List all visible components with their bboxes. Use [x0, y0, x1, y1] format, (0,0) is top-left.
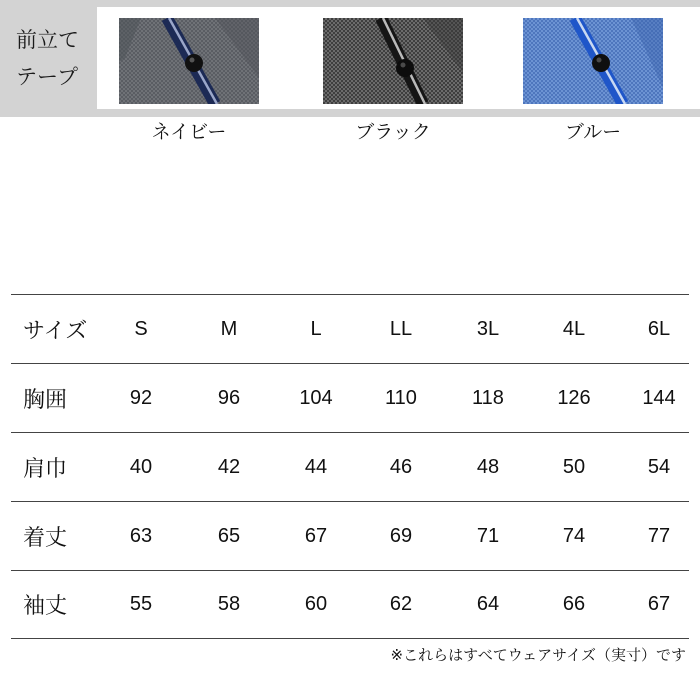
table-cell: 144: [642, 386, 676, 409]
swatch-name-blue: ブルー: [564, 121, 622, 143]
table-cell: 65: [217, 524, 241, 547]
table-cell: 67: [304, 524, 328, 547]
table-row-length: [11, 501, 689, 570]
swatch-panel: [97, 7, 700, 109]
table-cell: 50: [562, 455, 586, 478]
table-row-sleeve: [11, 570, 689, 639]
table-cell: 55: [129, 593, 153, 615]
row-label: 袖丈: [23, 594, 68, 619]
table-cell: 58: [217, 593, 241, 615]
size-footnote: ※これらはすべてウェアサイズ（実寸）です: [390, 646, 686, 664]
header-size: 6L: [647, 317, 671, 340]
header-size: M: [220, 317, 238, 340]
table-row-chest: [11, 363, 689, 432]
table-cell: 62: [389, 593, 413, 615]
table-row-shoulder: [11, 432, 689, 501]
swatch-image-blue: [523, 18, 663, 104]
header-size: 3L: [476, 317, 500, 340]
table-cell: 64: [476, 593, 500, 615]
table-cell: 104: [299, 386, 333, 409]
header-size: LL: [389, 317, 413, 340]
table-cell: 110: [385, 386, 417, 409]
table-cell: 67: [647, 593, 671, 615]
table-cell: 48: [476, 455, 500, 478]
header-label: サイズ: [23, 318, 88, 344]
table-cell: 77: [647, 524, 671, 547]
row-label: 胸囲: [23, 387, 68, 413]
table-cell: 63: [129, 524, 153, 547]
row-label: 肩巾: [23, 456, 68, 482]
swatch-name-black: ブラック: [355, 121, 431, 143]
table-cell: 74: [562, 524, 586, 547]
tape-section-label: [0, 0, 97, 117]
table-cell: 126: [557, 386, 591, 409]
tape-label-line1: 前立て: [16, 27, 79, 52]
table-cell: 96: [217, 386, 241, 409]
table-cell: 92: [129, 386, 153, 409]
tape-label-line2: テープ: [16, 64, 78, 89]
table-cell: 40: [129, 455, 153, 478]
table-cell: 66: [562, 593, 586, 615]
table-cell: 54: [647, 455, 671, 478]
swatch-image-navy: [119, 18, 259, 104]
table-cell: 71: [476, 524, 500, 547]
table-cell: 42: [217, 455, 241, 478]
size-table: [11, 294, 689, 639]
row-label: 着丈: [23, 525, 68, 551]
tape-section: [0, 0, 700, 117]
header-size: S: [134, 317, 148, 340]
swatch-image-black: [323, 18, 463, 104]
table-cell: 46: [389, 455, 413, 478]
header-size: L: [310, 317, 322, 340]
header-size: 4L: [562, 317, 586, 340]
swatch-name-navy: ネイビー: [151, 121, 227, 143]
table-cell: 60: [304, 593, 328, 615]
table-header-row: [11, 294, 689, 363]
table-cell: 44: [304, 455, 328, 478]
table-cell: 118: [472, 386, 504, 409]
table-cell: 69: [389, 524, 413, 547]
